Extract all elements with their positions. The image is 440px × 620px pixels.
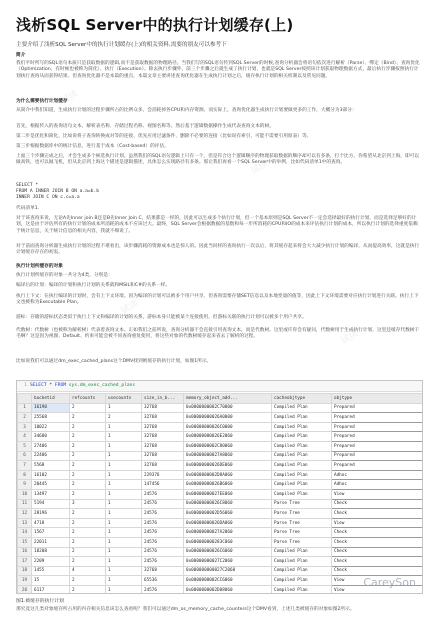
table-cell[interactable]: View	[332, 518, 423, 528]
table-row[interactable]	[18, 413, 423, 423]
table-cell[interactable]: 2	[70, 422, 106, 432]
table-cell[interactable]: View	[332, 585, 423, 593]
table-cell[interactable]: Check	[332, 566, 423, 576]
row-number[interactable]: 17	[18, 557, 32, 567]
table-cell[interactable]: 32768	[142, 413, 184, 423]
row-number[interactable]: 2	[18, 413, 32, 423]
table-cell[interactable]: 229376	[142, 470, 184, 480]
objects-paragraph-3: 执行上下文：在执行编译的计划时，会有上下文环境。因为编译的计划可以被多个用户共享，但查询需要存储SET信息以及本地变量的值等，因此上下文环境需要对应执行计划进行关联。执行上下文也被称为Executable Plan。	[16, 294, 419, 306]
table-row[interactable]	[18, 585, 423, 593]
sql-keyword-from: FROM	[54, 383, 66, 388]
table-cell[interactable]: 1	[106, 509, 142, 519]
figure-caption: 图1.被缓存的执行计划	[16, 599, 64, 604]
table-cell[interactable]: 24576	[142, 537, 184, 547]
column-header[interactable]: cacheobjtype	[272, 394, 332, 404]
why-paragraph-3: 第二步是优化和简化，比如说将子查询转换成对等的连接、优先应用过滤条件、删除不必要的连接（比如说有索引，可能不需要引用原表）等。	[16, 134, 312, 139]
table-cell[interactable]: 2	[70, 547, 106, 557]
table-row[interactable]	[18, 489, 423, 499]
table-cell[interactable]: 32768	[142, 566, 184, 576]
table-row[interactable]	[18, 509, 423, 519]
objects-paragraph-1: 执行计划所缓存的对象一共分为4类，分别是：	[16, 273, 113, 278]
table-cell[interactable]: 1	[106, 585, 142, 593]
table-cell[interactable]: 27406	[32, 441, 70, 451]
results-grid	[17, 393, 422, 593]
table-cell[interactable]: 4718	[32, 518, 70, 528]
background-watermark: 试读	[59, 88, 81, 107]
section-heading-intro: 简介	[16, 53, 26, 58]
table-cell[interactable]: 1	[106, 432, 142, 442]
row-number[interactable]: 20	[18, 585, 32, 593]
table-cell[interactable]: Prepared	[332, 403, 423, 413]
row-number[interactable]: 10	[18, 489, 32, 499]
table-row[interactable]	[18, 557, 423, 567]
row-number[interactable]: 6	[18, 451, 32, 461]
table-cell[interactable]: 1455	[32, 566, 70, 576]
table-cell[interactable]: 4	[70, 566, 106, 576]
table-cell[interactable]: Compiled Plan	[272, 557, 332, 567]
table-cell[interactable]: 28196	[32, 509, 70, 519]
column-header[interactable]: bucketid	[32, 394, 70, 404]
table-cell[interactable]: Check	[332, 528, 423, 538]
table-cell[interactable]: Compiled Plan	[272, 585, 332, 593]
table-row[interactable]	[18, 441, 423, 451]
table-cell[interactable]: 16102	[32, 470, 70, 480]
column-header[interactable]: size_in_b...	[142, 394, 184, 404]
row-number[interactable]: 11	[18, 499, 32, 509]
table-cell[interactable]: 22011	[32, 537, 70, 547]
table-cell[interactable]: 1	[106, 557, 142, 567]
table-cell[interactable]: 32768	[142, 461, 184, 471]
table-row[interactable]	[18, 422, 423, 432]
column-header[interactable]: usecounts	[106, 394, 142, 404]
table-cell[interactable]: Compiled Plan	[272, 413, 332, 423]
table-cell[interactable]: Adhoc	[332, 480, 423, 490]
table-cell[interactable]: 1567	[32, 528, 70, 538]
table-cell[interactable]: 0x00000000026C0000	[184, 422, 272, 432]
table-cell[interactable]: 34680	[32, 432, 70, 442]
results-table	[17, 393, 422, 593]
table-row[interactable]	[18, 480, 423, 490]
table-cell[interactable]: Compiled Plan	[272, 566, 332, 576]
background-watermark: 试读	[339, 328, 361, 347]
section-heading-why: 为什么需要执行计划缓存	[16, 99, 68, 104]
table-cell[interactable]: 25568	[32, 413, 70, 423]
row-number[interactable]: 5	[18, 441, 32, 451]
table-cell[interactable]: 0x00000000027A8060	[184, 451, 272, 461]
table-cell[interactable]: 1	[106, 566, 142, 576]
table-cell[interactable]: 5568	[32, 461, 70, 471]
table-cell[interactable]: 0x0000000002D56060	[184, 509, 272, 519]
row-number[interactable]: 4	[18, 432, 32, 442]
table-cell[interactable]: Check	[332, 557, 423, 567]
row-number[interactable]: 16	[18, 547, 32, 557]
table-cell[interactable]: Compiled Plan	[272, 576, 332, 586]
table-row[interactable]	[18, 528, 423, 538]
table-row[interactable]	[18, 537, 423, 547]
table-cell[interactable]: 1	[106, 461, 142, 471]
row-number[interactable]: 9	[18, 480, 32, 490]
table-cell[interactable]: 24576	[142, 585, 184, 593]
objects-paragraph-5: 代数树：代数树（也被称为解析树）代表着查询文本。正如我们之前所说，查询分析器不会直接引用查询文本，而是代数树。这里或许你会有疑问，代数树用于生成执行计划，这里还缓存代数树干毛啊？这是因为视图、Default、约束可能会被不同查询重复使用，将这些对象的代数树缓存起来省去了解析的过程。	[16, 328, 420, 340]
table-cell[interactable]: 1	[106, 422, 142, 432]
table-cell[interactable]: 1	[106, 451, 142, 461]
table-cell[interactable]: 13497	[32, 489, 70, 499]
query-editor	[17, 381, 422, 392]
sql-keyword-select: SELECT	[30, 383, 47, 388]
table-cell[interactable]: 24576	[142, 509, 184, 519]
results-header-row	[18, 394, 423, 404]
table-cell[interactable]: 1	[106, 499, 142, 509]
table-cell[interactable]: 15	[32, 576, 70, 586]
table-cell[interactable]: View	[332, 576, 423, 586]
table-cell[interactable]: 24576	[142, 557, 184, 567]
table-cell[interactable]: 0x00000000027A2060	[184, 528, 272, 538]
table-row[interactable]	[18, 432, 423, 442]
table-cell[interactable]: 2	[70, 403, 106, 413]
table-row[interactable]	[18, 403, 423, 413]
table-cell[interactable]: Compiled Plan	[272, 432, 332, 442]
table-cell[interactable]: 2	[70, 576, 106, 586]
objects-paragraph-4: 游标：存储的游标状态类似于执行上下文和编译的计划的关系。游标本身只能被某个连接使用，但游标关联的执行计划可以被多个用户共享。	[16, 315, 307, 320]
table-cell[interactable]: 5194	[32, 499, 70, 509]
column-header[interactable]: refcounts	[70, 394, 106, 404]
table-cell[interactable]: 1	[106, 403, 142, 413]
table-cell[interactable]: Prepared	[332, 432, 423, 442]
code-line: SELECT *	[16, 183, 39, 188]
table-cell[interactable]: 24576	[142, 499, 184, 509]
row-number[interactable]: 15	[18, 537, 32, 547]
table-cell[interactable]: 1	[106, 480, 142, 490]
table-cell[interactable]: 24576	[142, 518, 184, 528]
footer-paragraph: 那究竟这几类对象缓存所占用的内存相关信息该怎么查看呢？我们可以通过dm_os_memory_cache_counters这个DMV看到，上述几类被缓存的对象如图2所示。	[16, 607, 355, 612]
row-number[interactable]: 18	[18, 566, 32, 576]
table-cell[interactable]: Prepared	[332, 413, 423, 423]
table-cell[interactable]: 2209	[32, 557, 70, 567]
why-paragraph-4: 第三步根据数据库中的统计信息，进行基于成本（Cost-based）的评估。	[16, 144, 169, 149]
code-block	[16, 183, 422, 201]
table-cell[interactable]: 0x0000000002CC6060	[184, 576, 272, 586]
table-cell[interactable]: 2	[70, 537, 106, 547]
table-row[interactable]	[18, 451, 423, 461]
table-cell[interactable]: 0x00000000026DE060	[184, 461, 272, 471]
table-cell[interactable]: 20445	[32, 480, 70, 490]
table-cell[interactable]: 0x0000000002D08060	[184, 585, 272, 593]
code-caption: 代码清单1.	[16, 206, 40, 211]
table-cell[interactable]: 0x00000000027C2060	[184, 557, 272, 567]
table-cell[interactable]: Adhoc	[332, 470, 423, 480]
table-cell[interactable]: Parse Tree	[272, 499, 332, 509]
table-cell[interactable]: Compiled Plan	[272, 403, 332, 413]
table-cell[interactable]: Compiled Plan	[272, 470, 332, 480]
table-cell[interactable]: 2	[70, 557, 106, 567]
table-cell[interactable]: Prepared	[332, 441, 423, 451]
table-cell[interactable]: 1	[106, 537, 142, 547]
intro-paragraph: 我们平时所写的SQL语句本质只是获取数据的逻辑,而不是获取数据的物理路径。当我们写的SQL语句传到SQL Server的时候,查询分析器会将语句依次进行解析（Parse）、绑定（Bind）、查询优化（Optimization，有时候也被称为简化）、执行（Execution）。除去执行步骤外，前三个步骤之后就生成了执行计划，也就是SQL Server按照该计划获取物理数据方式，最后执行步骤按照执行计划执行查询从而获得结果。但查询优化器不是本篇的重点，本篇文章主要讲述查询优化器在生成执行计划之后，缓存执行计划的相关机制以及常见问题。	[16, 61, 420, 79]
table-cell[interactable]: 0x00000000026C6060	[184, 547, 272, 557]
page-title: 浅析SQL Server中的执行计划缓存(上)	[16, 16, 294, 34]
table-cell[interactable]: 2	[106, 413, 142, 423]
row-number[interactable]: 8	[18, 470, 32, 480]
table-cell[interactable]: Compiled Plan	[272, 451, 332, 461]
sql-star: *	[46, 383, 55, 388]
why-paragraph-1: 从简介中我们知道，生成执行计划的过程步骤所占的比例众多，会消耗掉各CPU和内存资源。而实际上，查询优化器生成执行计划要做更多的工作，大概分为3部分：	[16, 108, 357, 113]
table-cell[interactable]: Check	[332, 547, 423, 557]
table-cell[interactable]: 2	[70, 470, 106, 480]
table-cell[interactable]: 2	[70, 413, 106, 423]
table-cell[interactable]: Compiled Plan	[272, 461, 332, 471]
background-watermark: 试读	[119, 298, 141, 317]
table-row[interactable]	[18, 566, 423, 576]
table-cell[interactable]: 0x000000000027C2060	[184, 566, 272, 576]
table-cell[interactable]: 22406	[32, 451, 70, 461]
table-cell[interactable]: View	[332, 489, 423, 499]
objects-paragraph-2: 编译后的计划：编译的计划和执行计划的关系就和MSIL和C#的关系一样。	[16, 283, 171, 288]
table-cell[interactable]: 2	[70, 441, 106, 451]
table-cell[interactable]: 24576	[142, 528, 184, 538]
table-cell[interactable]: 2	[70, 489, 106, 499]
table-cell[interactable]: 18208	[32, 547, 70, 557]
table-cell[interactable]: 10022	[32, 422, 70, 432]
table-cell[interactable]: 24576	[142, 547, 184, 557]
table-cell[interactable]: Compiled Plan	[272, 441, 332, 451]
table-cell[interactable]: Parse Tree	[272, 537, 332, 547]
table-cell[interactable]: 2	[70, 451, 106, 461]
table-cell[interactable]: 0x00000000026E2060	[184, 432, 272, 442]
table-cell[interactable]: 0x0000000002C70000	[184, 403, 272, 413]
table-cell[interactable]: Prepared	[332, 461, 423, 471]
table-cell[interactable]: 1	[106, 547, 142, 557]
code-line: INNER JOIN C ON c.c=a.a	[16, 195, 80, 200]
table-cell[interactable]: 32768	[142, 422, 184, 432]
row-number[interactable]: 3	[18, 422, 32, 432]
table-cell[interactable]: 1	[106, 518, 142, 528]
table-row[interactable]	[18, 518, 423, 528]
section-heading-objects: 执行计划所缓存的对象	[16, 264, 63, 269]
table-row[interactable]	[18, 576, 423, 586]
code-paragraph-1: 对于该查询来说，无论A先Inner join B还是B先Inner Join C，结果都是一样的，因此可以生成多个执行计划，但一个基本原则是SQL Server不一定会选择最好的执行计划，而是选择足够好的计划，这是由于评估所有的执行计划的成本所消耗的成本不应该过大。最终，SQL Server会根据数据的基数和每一步所消耗的CPU和IO的成本来评估执行计划的成本，所以执行计划的选择重度依赖于统计信息，关于统计信息的相关内容，我就不细说了。	[16, 216, 418, 234]
table-cell[interactable]: 0x00000000027EE060	[184, 489, 272, 499]
author-watermark: CareySon	[363, 576, 416, 589]
table-cell[interactable]: 2	[70, 585, 106, 593]
table-cell[interactable]: 1	[106, 528, 142, 538]
table-cell[interactable]: 147456	[142, 480, 184, 490]
table-row[interactable]	[18, 461, 423, 471]
code-line: FROM A INNER JOIN B ON a.a=b.b	[16, 189, 99, 194]
table-cell[interactable]: 0x0000000002D8A060	[184, 470, 272, 480]
table-cell[interactable]: 3	[70, 499, 106, 509]
table-cell[interactable]: 32768	[142, 451, 184, 461]
table-row[interactable]	[18, 547, 423, 557]
table-cell[interactable]: 1	[106, 576, 142, 586]
table-cell[interactable]: Check	[332, 537, 423, 547]
table-cell[interactable]: Parse Tree	[272, 518, 332, 528]
sql-query-screenshot	[16, 380, 423, 594]
table-cell[interactable]: 2	[70, 480, 106, 490]
background-watermark: 试读	[249, 158, 271, 177]
column-header[interactable]: objtype	[332, 394, 423, 404]
table-cell[interactable]: 0x0000000002C80060	[184, 441, 272, 451]
why-paragraph-2: 首先，根据传入的查询语句文本，解析表名称、存储过程名称、视图名称等。然后基于逻辑数据操作生成代表查询文本的树。	[16, 124, 274, 129]
table-cell[interactable]: Compiled Plan	[272, 489, 332, 499]
table-cell[interactable]: Compiled Plan	[272, 480, 332, 490]
code-paragraph-2: 对于前面查询分析器生成执行计划的过程不难看出，该步骤消耗的资源成本也是惊人的。因此当同样的查询执行一次以后，将其缓存起来将会大大减少执行计划的编译，从而提高效率，这就是执行计划缓存存在的初衷。	[16, 244, 420, 256]
table-cell[interactable]: 0x00000000026DA060	[184, 518, 272, 528]
row-number[interactable]: 12	[18, 509, 32, 519]
table-cell[interactable]: 2	[70, 528, 106, 538]
table-cell[interactable]: 6117	[32, 585, 70, 593]
table-cell[interactable]: 32768	[142, 403, 184, 413]
table-cell[interactable]: Prepared	[332, 451, 423, 461]
row-number[interactable]: 7	[18, 461, 32, 471]
table-row[interactable]	[18, 499, 423, 509]
table-cell[interactable]: 1	[106, 470, 142, 480]
row-number[interactable]: 19	[18, 576, 32, 586]
why-paragraph-5: 上面三个步骤完成之后，才会生成多个候选执行计划。虽然我们的SQL语句逻辑上只有一个，但是符合这个逻辑顺序的物理获取数据的顺序却可以有多条，打个比方，你希望从北京到上海，即可以做高铁，也可以做飞机，但从北京到上海这个描述是逻辑描述，具体怎么实现路径有多条。那让我们再看一个SQL Server中的举例，比如代码清单1中的查询。	[16, 154, 420, 166]
row-number[interactable]: 14	[18, 528, 32, 538]
table-cell[interactable]: 0x000000000283C060	[184, 537, 272, 547]
row-number[interactable]: 1	[18, 403, 32, 413]
sql-object-name: sys.dm_exec_cached_plans	[68, 383, 136, 388]
table-cell[interactable]: 0x00000000026A0000	[184, 413, 272, 423]
table-cell[interactable]: 2	[70, 461, 106, 471]
objects-paragraph-6: 比如说我们可以通过dm_exec_cached_plans这个DMV找到被缓存的执行计划，如图1所示。	[16, 359, 212, 364]
table-cell[interactable]: 32768	[142, 432, 184, 442]
results-body	[18, 403, 423, 593]
column-header	[18, 394, 32, 404]
table-cell[interactable]: Parse Tree	[272, 509, 332, 519]
table-cell[interactable]: Parse Tree	[272, 528, 332, 538]
table-cell[interactable]: Compiled Plan	[272, 422, 332, 432]
line-number: 1	[24, 383, 27, 388]
table-cell[interactable]: 0x00000000026B6060	[184, 480, 272, 490]
table-row[interactable]	[18, 470, 423, 480]
table-cell[interactable]: 2	[70, 518, 106, 528]
table-cell[interactable]: Check	[332, 499, 423, 509]
lead-paragraph: 主要介绍了浅析SQL Server中的执行计划缓存(上)的相关资料,需要的朋友可以参考下	[16, 42, 227, 48]
table-cell[interactable]: 65536	[142, 576, 184, 586]
table-cell[interactable]: 24576	[142, 489, 184, 499]
table-cell[interactable]: 0x00000000026C8060	[184, 499, 272, 509]
table-cell[interactable]: 2	[70, 509, 106, 519]
table-cell[interactable]: Prepared	[332, 422, 423, 432]
table-cell[interactable]: 1	[106, 441, 142, 451]
row-number[interactable]: 13	[18, 518, 32, 528]
column-header[interactable]: memory_object_add...	[184, 394, 272, 404]
table-cell[interactable]: 32768	[142, 441, 184, 451]
table-cell[interactable]: Compiled Plan	[272, 547, 332, 557]
table-cell[interactable]: 2	[70, 432, 106, 442]
table-cell[interactable]: 1	[106, 489, 142, 499]
table-cell[interactable]: 16190	[32, 403, 70, 413]
table-cell[interactable]: Check	[332, 509, 423, 519]
